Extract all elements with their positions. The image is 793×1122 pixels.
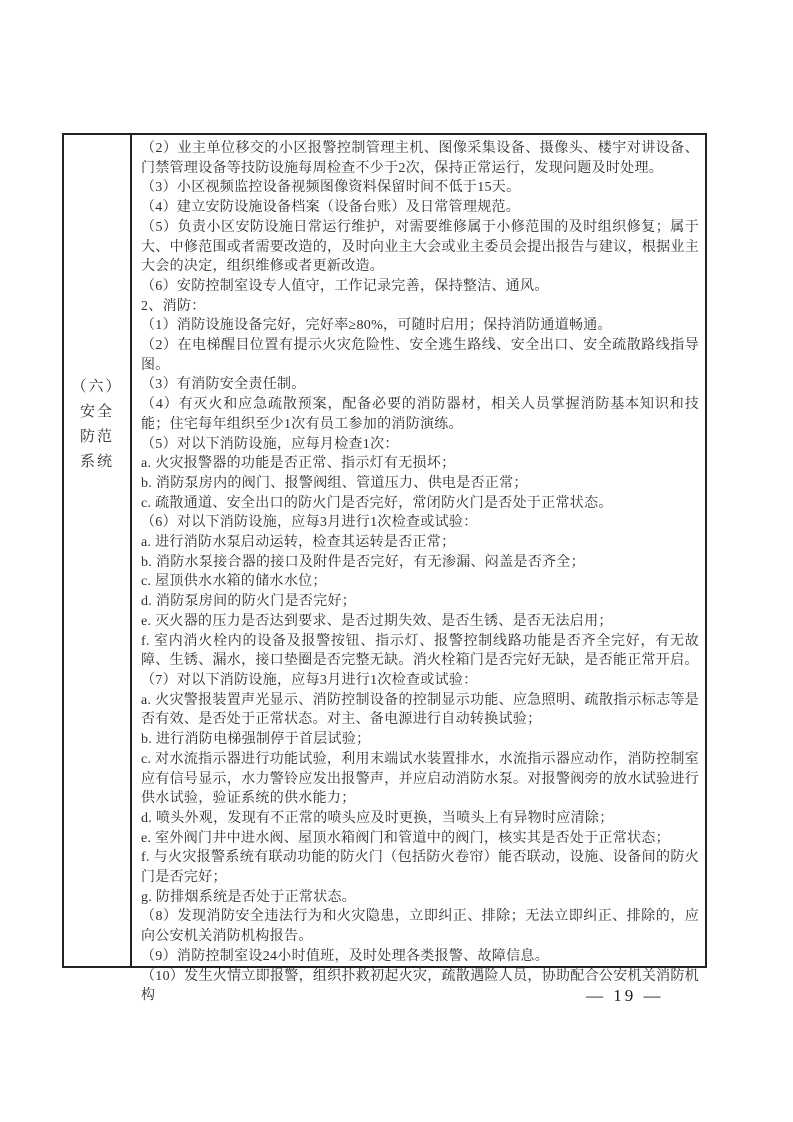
requirement-paragraph: （9）消防控制室设24小时值班，及时处理各类报警、故障信息。	[141, 948, 549, 964]
row-header-cell-security-system	[64, 135, 132, 966]
requirement-paragraph: （1）消防设施设备完好，完好率≥80%，可随时启用；保持消防通道畅通。	[141, 318, 612, 334]
requirement-paragraph: （5）负责小区安防设施日常运行维护，对需要维修属于小修范围的及时组织修复；属于大、中修范围或者需要改造的，及时向业主大会或业主委员会提出报告与建议，根据业主大会的决定，组织维修或者更新改造。	[141, 219, 699, 275]
requirement-paragraph: c. 对水流指示器进行功能试验，利用末端试水装置排水，水流指示器应动作，消防控制室应有信号显示，水力警铃应发出报警声，并应启动消防水泵。对报警阀旁的放水试验进行供水试验，验证系统的供水能力；	[141, 751, 699, 807]
requirement-paragraph: d. 消防泵房间的防火门是否完好；	[141, 594, 357, 610]
requirement-paragraph: （2）在电梯醒目位置有提示火灾危险性、安全逃生路线、安全出口、安全疏散路线指导图。	[141, 338, 699, 373]
requirement-paragraph: e. 灭火器的压力是否达到要求、是否过期失效、是否生锈、是否无法启用；	[141, 613, 613, 629]
row-header-line: （六）	[71, 379, 123, 395]
requirement-paragraph: 2、消防：	[141, 298, 206, 314]
requirement-paragraph: c. 屋顶供水水箱的储水水位；	[141, 574, 327, 590]
requirement-paragraph: g. 防排烟系统是否处于正常状态。	[141, 889, 357, 905]
requirement-paragraph: （3）小区视频监控设备视频图像资料保留时间不低于15天。	[141, 180, 521, 196]
requirement-paragraph: （6）对以下消防设施，应每3月进行1次检查或试验：	[141, 515, 478, 531]
row-header-line: 系统	[79, 454, 114, 470]
row-header-line: 防范	[79, 429, 114, 445]
requirement-paragraph: c. 疏散通道、安全出口的防火门是否完好，常闭防火门是否处于正常状态。	[141, 495, 613, 511]
requirement-paragraph: f. 与火灾报警系统有联动功能的防火门（包括防火卷帘）能否联动，设施、设备间的防火门是否完好；	[141, 850, 699, 886]
requirement-paragraph: b. 消防泵房内的阀门、报警阀组、管道压力、供电是否正常；	[141, 475, 528, 491]
requirement-paragraph: b. 进行消防电梯强制停于首层试验；	[141, 732, 371, 748]
requirement-paragraph: a. 火灾警报装置声光显示、消防控制设备的控制显示功能、应急照明、疏散指示标志等是否有效、是否处于正常状态。对主、备电源进行自动转换试验；	[141, 692, 699, 728]
requirement-paragraph: （2）业主单位移交的小区报警控制管理主机、图像采集设备、摄像头、楼宇对讲设备、门禁管理设备等技防设施每周检查不少于2次，保持正常运行，发现问题及时处理。	[141, 141, 699, 176]
row-header-line: 安全	[79, 404, 114, 420]
requirement-paragraph: （6）安防控制室设专人值守，工作记录完善，保持整洁、通风。	[141, 278, 549, 294]
requirement-paragraph: （4）建立安防设施设备档案（设备台账）及日常管理规范。	[141, 200, 521, 216]
requirement-paragraph: （3）有消防安全责任制。	[141, 377, 306, 393]
requirement-paragraph: b. 消防水泵接合器的接口及附件是否完好，有无渗漏、闷盖是否齐全；	[141, 554, 585, 570]
requirement-paragraph: e. 室外阀门井中进水阀、屋顶水箱阀门和管道中的阀门，核实其是否处于正常状态；	[141, 830, 670, 846]
requirement-paragraph: （8）发现消防安全违法行为和火灾隐患，立即纠正、排除；无法立即纠正、排除的，应向公安机关消防机构报告。	[141, 909, 699, 945]
page-number: — 19 —	[586, 986, 664, 1005]
requirement-paragraph: （5）对以下消防设施，应每月检查1次：	[141, 436, 399, 452]
requirement-paragraph: f. 室内消火栓内的设备及报警按钮、指示灯、报警控制线路功能是否齐全完好，有无故障、生锈、漏水，接口垫圈是否完整无缺。消火栓箱门是否完好无缺，是否能正常开启。	[141, 633, 699, 669]
requirement-paragraph: （4）有灭火和应急疏散预案，配备必要的消防器材，相关人员掌握消防基本知识和技能；住宅每年组织至少1次有员工参加的消防演练。	[141, 397, 699, 432]
requirement-paragraph: a. 进行消防水泵启动运转，检查其运转是否正常；	[141, 535, 456, 551]
requirement-paragraph: （7）对以下消防设施，应每3月进行1次检查或试验：	[141, 672, 478, 688]
requirement-paragraph: （10）发生火情立即报警，组织扑救初起火灾，疏散遇险人员，协助配合公安机关消防机构	[141, 968, 699, 1004]
requirement-paragraph: d. 喷头外观，发现有不正常的喷头应及时更换，当喷头上有异物时应清除；	[141, 810, 614, 826]
requirement-paragraph: a. 火灾报警器的功能是否正常、指示灯有无损坏；	[141, 456, 456, 472]
